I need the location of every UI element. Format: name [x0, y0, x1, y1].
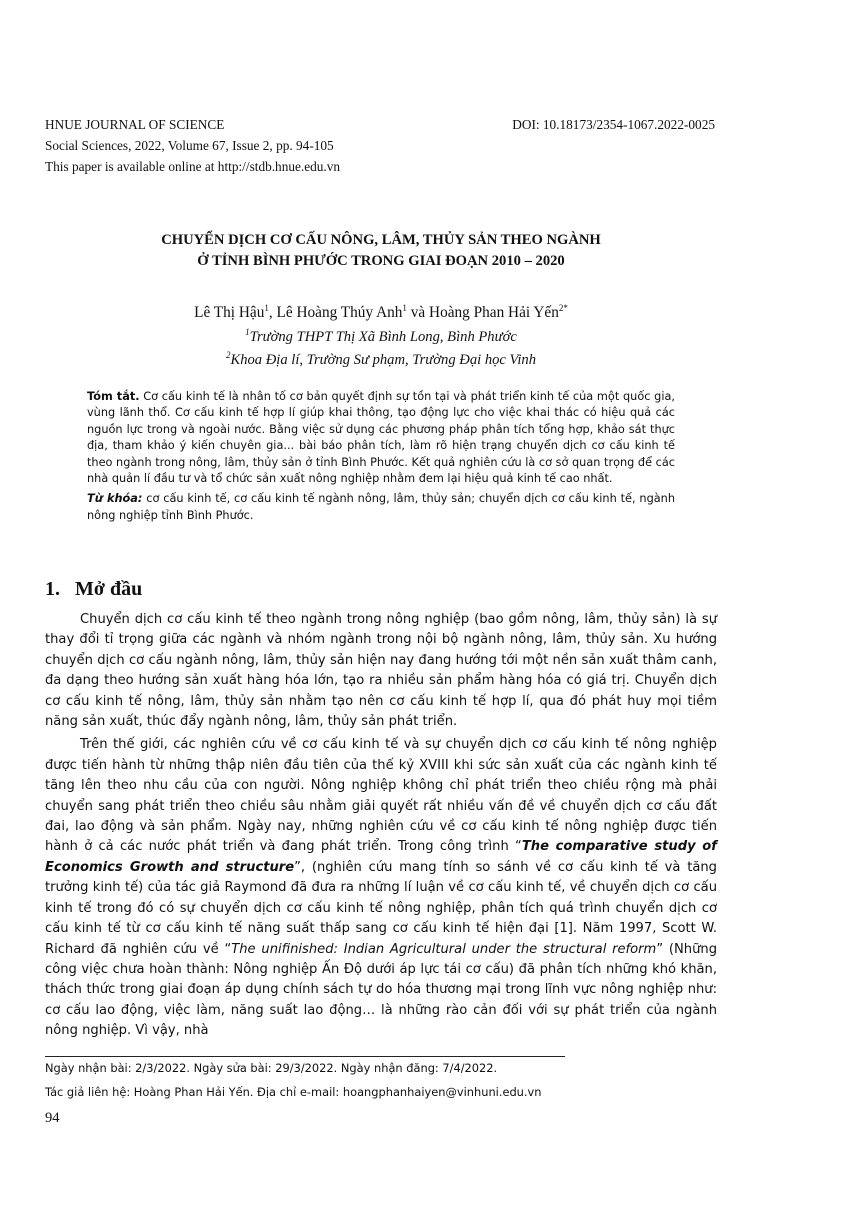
author-and: và: [406, 304, 430, 322]
section-title: Mở đầu: [75, 578, 143, 600]
author-list: [45, 298, 717, 323]
paper-title: [45, 230, 717, 272]
keywords-label: Từ khóa:: [87, 492, 143, 506]
footnote-divider: [45, 1056, 565, 1057]
section-number: 1.: [45, 578, 60, 600]
author-3-affil: 2*: [558, 303, 568, 313]
affiliation-2-text: Khoa Địa lí, Trường Sư phạm, Trường Đại học Vinh: [230, 351, 537, 368]
author-1-affil: 1: [264, 303, 269, 313]
abstract-text: Cơ cấu kinh tế là nhân tố cơ bản quyết định sự tồn tại và phát triển kinh tế của một quốc gia, vùng lãnh thổ. Cơ cấu kinh tế hợp lí giúp khai thông, tạo động lực cho việc khai thác có hiệu quả các nguồn lực trong và ngoài nước. Bằng việc sử dụng các phương pháp phân tích tổng hợp, khảo sát thực địa, tham khảo ý kiến chuyên gia... bài báo phân tích, làm rõ hiện trạng chuyển dịch cơ cấu kinh tế theo ngành trong nông, lâm, thủy sản ở tỉnh Bình Phước. Kết quả nghiên cứu là cơ sở quan trọng để các nhà quản lí đầu tư và tổ chức sản xuất nông nghiệp nhằm đem lại hiệu quả kinh tế cao nhất.: [87, 390, 675, 486]
affiliation-2: [45, 345, 717, 370]
page-number: 94: [45, 1110, 60, 1126]
author-1: Lê Thị Hậu: [194, 304, 265, 322]
author-separator: ,: [268, 304, 277, 322]
abstract-paragraph: [87, 389, 675, 487]
affiliation-2-number: 2: [225, 350, 231, 360]
footnote-contact: Tác giả liên hệ: Hoàng Phan Hải Yến. Địa chỉ e-mail: hoangphanhaiyen@vinhuni.edu.vn: [45, 1085, 542, 1099]
paragraph-2-part-c: ” (Những công việc chưa hoàn thành: Nông nghiệp Ấn Độ dưới áp lực tái cơ cấu) đã phân tích những khó khăn, thách thức trong giai đoạn áp dụng chính sách tự do hóa thương mại trong lĩnh vực nông nghiệp như: cơ cấu lao động, việc làm, năng suất lao động… là những rào cản đối với sự phát triển của ngành nông nghiệp. Vì vậy, nhà: [45, 941, 718, 1039]
title-line-2: Ở TỈNH BÌNH PHƯỚC TRONG GIAI ĐOẠN 2010 – 2020: [197, 253, 565, 269]
cited-work-richard: The unifinished: Indian Agricultural under the structural reform: [231, 941, 657, 957]
cited-work-raymond: The comparative study of Economics Growth and structure: [45, 839, 717, 875]
body-text: [45, 610, 717, 1045]
journal-name: HNUE JOURNAL OF SCIENCE: [45, 117, 225, 132]
abstract-label: Tóm tắt.: [87, 390, 140, 403]
issue-info: Social Sciences, 2022, Volume 67, Issue 2, pp. 94-105: [45, 138, 334, 153]
keywords-text: cơ cấu kinh tế, cơ cấu kinh tế ngành nông, lâm, thủy sản; chuyển dịch cơ cấu kinh tế, ngành nông nghiệp tỉnh Bình Phước.: [87, 492, 676, 522]
paragraph-2: [45, 735, 717, 1041]
title-line-1: CHUYỂN DỊCH CƠ CẤU NÔNG, LÂM, THỦY SẢN THEO NGÀNH: [161, 232, 601, 248]
paragraph-2-part-b: ”, (nghiên cứu mang tính so sánh về cơ cấu kinh tế và tăng trưởng kinh tế) của tác giả Raymond đã đưa ra những lí luận về cơ cấu kinh tế, về chuyển dịch cơ cấu kinh tế trong đó có sự chuyển dịch cơ cấu kinh tế nông nghiệp, phân tích quá trình chuyển dịch cơ cấu kinh tế từ cơ cấu kinh tế năng suất thấp sang cơ cấu kinh tế hiện đại [1]. Năm 1997, Scott W. Richard đã nghiên cứu về “: [45, 859, 717, 957]
author-3: Hoàng Phan Hải Yến: [429, 304, 559, 322]
paragraph-2-part-a: Trên thế giới, các nghiên cứu về cơ cấu kinh tế và sự chuyển dịch cơ cấu kinh tế nông nghiệp được tiến hành từ những thập niên đầu tiên của thế kỷ XVIII khi sức sản xuất của các ngành kinh tế tăng lên theo nhu cầu của con người. Nông nghiệp không chỉ phát triển theo chiều rộng mà phải chuyển sang phát triển theo chiều sâu nhằm giải quyết rất nhiều vấn đề về chuyển dịch cơ cấu đất đai, lao động và sản phẩm. Ngày nay, những nghiên cứu về cơ cấu kinh tế nông nghiệp được tiến hành ở cả các nước phát triển và đang phát triển. Trong công trình “: [45, 737, 717, 855]
online-info: This paper is available online at http://stdb.hnue.edu.vn: [45, 159, 341, 174]
affiliation-1-number: 1: [245, 327, 250, 337]
author-2-affil: 1: [402, 303, 407, 313]
affiliation-1: [45, 322, 717, 347]
author-2: Lê Hoàng Thúy Anh: [276, 304, 403, 322]
abstract-block: [87, 389, 675, 524]
doi: DOI: 10.18173/2354-1067.2022-0025: [512, 117, 715, 132]
footnote-dates: Ngày nhận bài: 2/3/2022. Ngày sửa bài: 29/3/2022. Ngày nhận đăng: 7/4/2022.: [45, 1061, 498, 1075]
paragraph-1: Chuyển dịch cơ cấu kinh tế theo ngành trong nông nghiệp (bao gồm nông, lâm, thủy sản) là sự thay đổi tỉ trọng giữa các ngành và nhóm ngành trong nội bộ ngành nông, lâm, thủy sản. Xu hướng chuyển dịch cơ cấu ngành nông, lâm, thủy sản hiện nay đang hướng tới một nền sản xuất thâm canh, đa dạng theo hướng sản xuất hàng hóa lớn, tạo ra nhiều sản phẩm hàng hóa có giá trị. Chuyển dịch cơ cấu kinh tế nông, lâm, thủy sản nhằm tạo nên cơ cấu kinh tế hợp lí, qua đó phát huy mọi tiềm năng sản xuất, thúc đẩy ngành nông, lâm, thủy sản phát triển.: [45, 612, 717, 730]
section-heading: [45, 578, 142, 601]
keywords-paragraph: [87, 491, 675, 524]
affiliation-1-text: Trường THPT Thị Xã Bình Long, Bình Phước: [249, 328, 517, 345]
